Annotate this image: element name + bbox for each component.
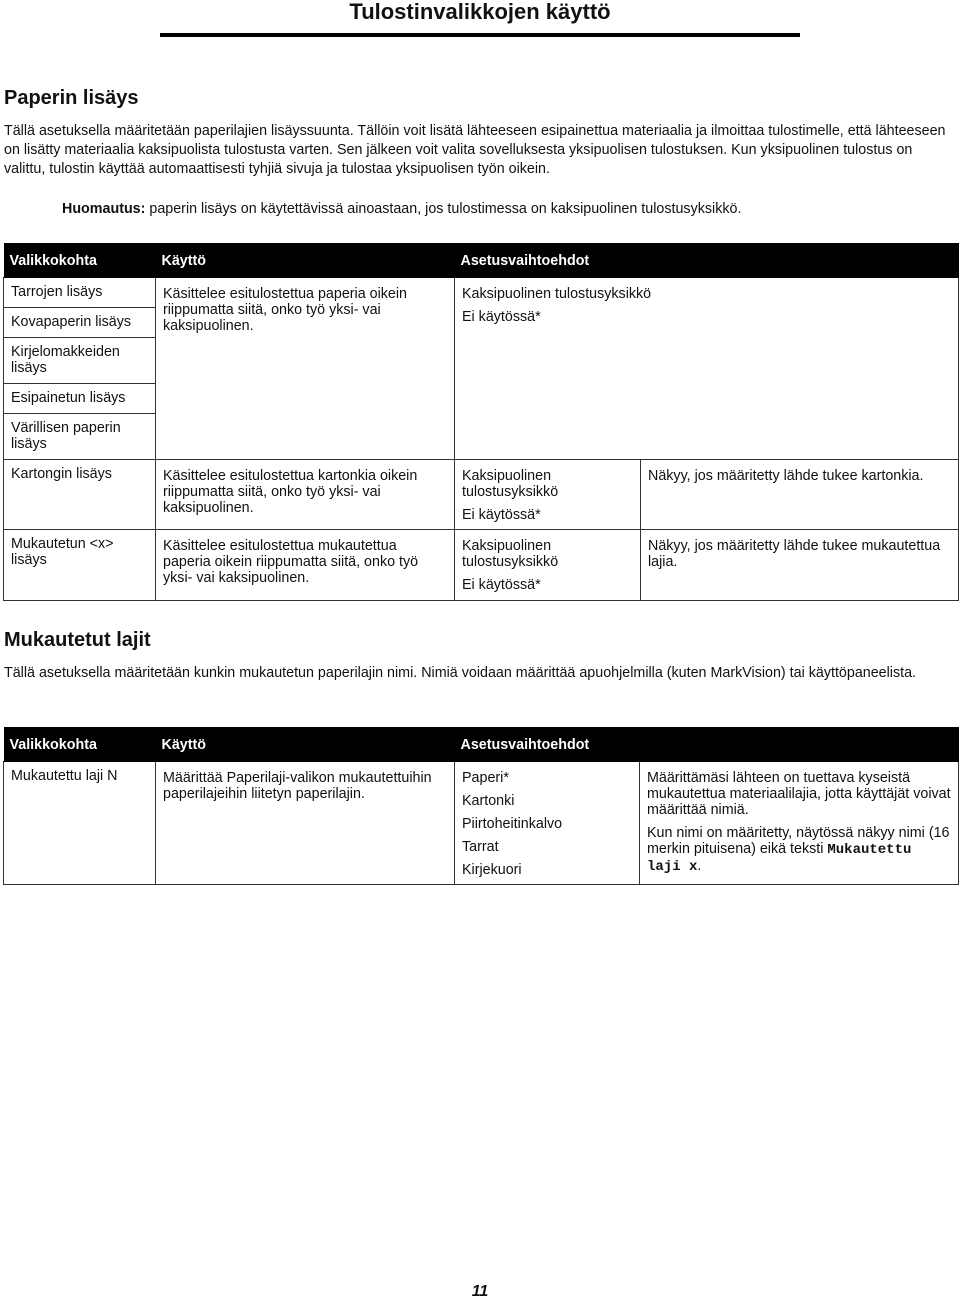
- section-paragraph-paperin-lisays: Tällä asetuksella määritetään paperilajien lisäyssuunta. Tällöin voit lisätä lähteeseen esipainettua materiaalia ja ilmoittaa tulostimelle, että lähteeseen on lisätty materiaalia kaksipuolista tulostusta varten. Sen jälkeen voit valita sovelluksesta yksipuolisen tulostuksen. Kun yksipuolinen tulostus on valittu, tulostin käyttää automaattisesti tyhjiä sivuja ja tulostaa yksipuolisen työn oikein.: [4, 123, 946, 177]
- option-value: Kaksipuolinen tulostusyksikkö: [462, 538, 559, 570]
- section-paragraph-mukautetut-lajit: Tällä asetuksella määritetään kunkin mukautetun paperilajin nimi. Nimiä voidaan määrittää apuohjelmilla (kuten MarkVision) tai käyttöpaneelista.: [4, 665, 917, 681]
- column-header-options: Asetusvaihtoehdot: [455, 728, 959, 762]
- menu-item-cell: [4, 338, 156, 384]
- column-header-usage: Käyttö: [156, 728, 455, 762]
- column-header-item: Valikkokohta: [4, 728, 156, 762]
- note-text: [647, 825, 952, 875]
- note-text: Näkyy, jos määritetty lähde tukee mukautettua lajia.: [648, 538, 941, 570]
- menu-item-mukautettu-laji-n: Mukautettu laji N: [11, 768, 118, 784]
- menu-item-cell: [4, 384, 156, 414]
- running-header-title: Tulostinvalikkojen käyttö: [349, 0, 611, 24]
- usage-cell: [156, 460, 455, 530]
- options-cell: [455, 762, 640, 885]
- section-heading-mukautetut-lajit: Mukautetut lajit: [4, 629, 151, 651]
- running-header: [0, 0, 960, 38]
- menu-item-cell: [4, 460, 156, 530]
- option-value: Kirjekuori: [462, 862, 522, 878]
- usage-text: Käsittelee esitulostettua mukautettua paperia oikein riippumatta siitä, onko työ yksi- vai kaksipuolinen.: [163, 538, 419, 586]
- menu-item-cell: [4, 414, 156, 460]
- menu-item-cell: [4, 308, 156, 338]
- menu-item-tarrojen-lisays: Tarrojen lisäys: [11, 284, 103, 300]
- option-value: Kaksipuolinen tulostusyksikkö: [462, 468, 559, 500]
- option-value: Ei käytössä*: [462, 507, 541, 523]
- options-cell: [455, 278, 959, 460]
- note-cell: [640, 762, 959, 885]
- option-value: Paperi*: [462, 770, 509, 786]
- usage-cell: [156, 530, 455, 601]
- usage-text: Käsittelee esitulostettua paperia oikein riippumatta siitä, onko työ yksi- vai kaksipuolinen.: [163, 286, 407, 334]
- note-cell: [641, 530, 959, 601]
- option-value: Tarrat: [462, 839, 499, 855]
- column-header-item: Valikkokohta: [4, 244, 156, 278]
- note-label: Huomautus:: [62, 201, 146, 217]
- section-heading-paperin-lisays: Paperin lisäys: [4, 87, 139, 109]
- menu-item-mukautetun-lisays: Mukautetun <x> lisäys: [11, 536, 114, 568]
- usage-text: Määrittää Paperilaji-valikon mukautettuihin paperilajeihin liitetyn paperilajin.: [163, 770, 432, 802]
- code-text: Mukautettu laji x: [647, 842, 912, 875]
- note-text-end: .: [697, 858, 702, 874]
- table-row: [4, 762, 959, 885]
- header-rule: [160, 33, 800, 37]
- menu-item-varillisen-paperin-lisays: Värillisen paperin lisäys: [11, 420, 121, 452]
- menu-item-cell: [4, 762, 156, 885]
- usage-cell: [156, 762, 455, 885]
- menu-item-kirjelomakkeiden-lisays: Kirjelomakkeiden lisäys: [11, 344, 120, 376]
- note-text: Näkyy, jos määritetty lähde tukee kartonkia.: [648, 468, 924, 484]
- table-row: [4, 530, 959, 601]
- table-header-row: [4, 244, 959, 278]
- note-cell: [641, 460, 959, 530]
- page-number: 11: [471, 1283, 489, 1300]
- menu-item-esipainetun-lisays: Esipainetun lisäys: [11, 390, 126, 406]
- usage-cell: [156, 278, 455, 460]
- note: [62, 200, 942, 219]
- option-value: Piirtoheitinkalvo: [462, 816, 563, 832]
- menu-item-kovapaperin-lisays: Kovapaperin lisäys: [11, 314, 132, 330]
- column-header-options: Asetusvaihtoehdot: [455, 244, 959, 278]
- menu-item-cell: [4, 530, 156, 601]
- menu-table-paperin-lisays: [3, 243, 959, 601]
- menu-item-cell: [4, 278, 156, 308]
- table-header-row: [4, 728, 959, 762]
- note-text: paperin lisäys on käytettävissä ainoastaan, jos tulostimessa on kaksipuolinen tulostusyksikkö.: [145, 201, 742, 217]
- options-cell: [455, 530, 641, 601]
- note-text: Määrittämäsi lähteen on tuettava kyseistä mukautettua materiaalilajia, jotta käyttäjät voivat määrittää nimiä.: [647, 770, 951, 818]
- usage-text: Käsittelee esitulostettua kartonkia oikein riippumatta siitä, onko työ yksi- vai kaksipuolinen.: [163, 468, 418, 516]
- table-row: [4, 278, 959, 308]
- column-header-usage: Käyttö: [156, 244, 455, 278]
- option-value: Kartonki: [462, 793, 515, 809]
- option-value: Kaksipuolinen tulostusyksikkö: [462, 286, 652, 302]
- option-value: Ei käytössä*: [462, 577, 541, 593]
- note-text-part: Kun nimi on määritetty, näytössä näkyy nimi (16 merkin pituisena) eikä teksti: [647, 825, 950, 857]
- table-row: [4, 460, 959, 530]
- menu-table-mukautetut-lajit: [3, 727, 959, 885]
- menu-item-kartongin-lisays: Kartongin lisäys: [11, 466, 112, 482]
- option-value: Ei käytössä*: [462, 309, 541, 325]
- options-cell: [455, 460, 641, 530]
